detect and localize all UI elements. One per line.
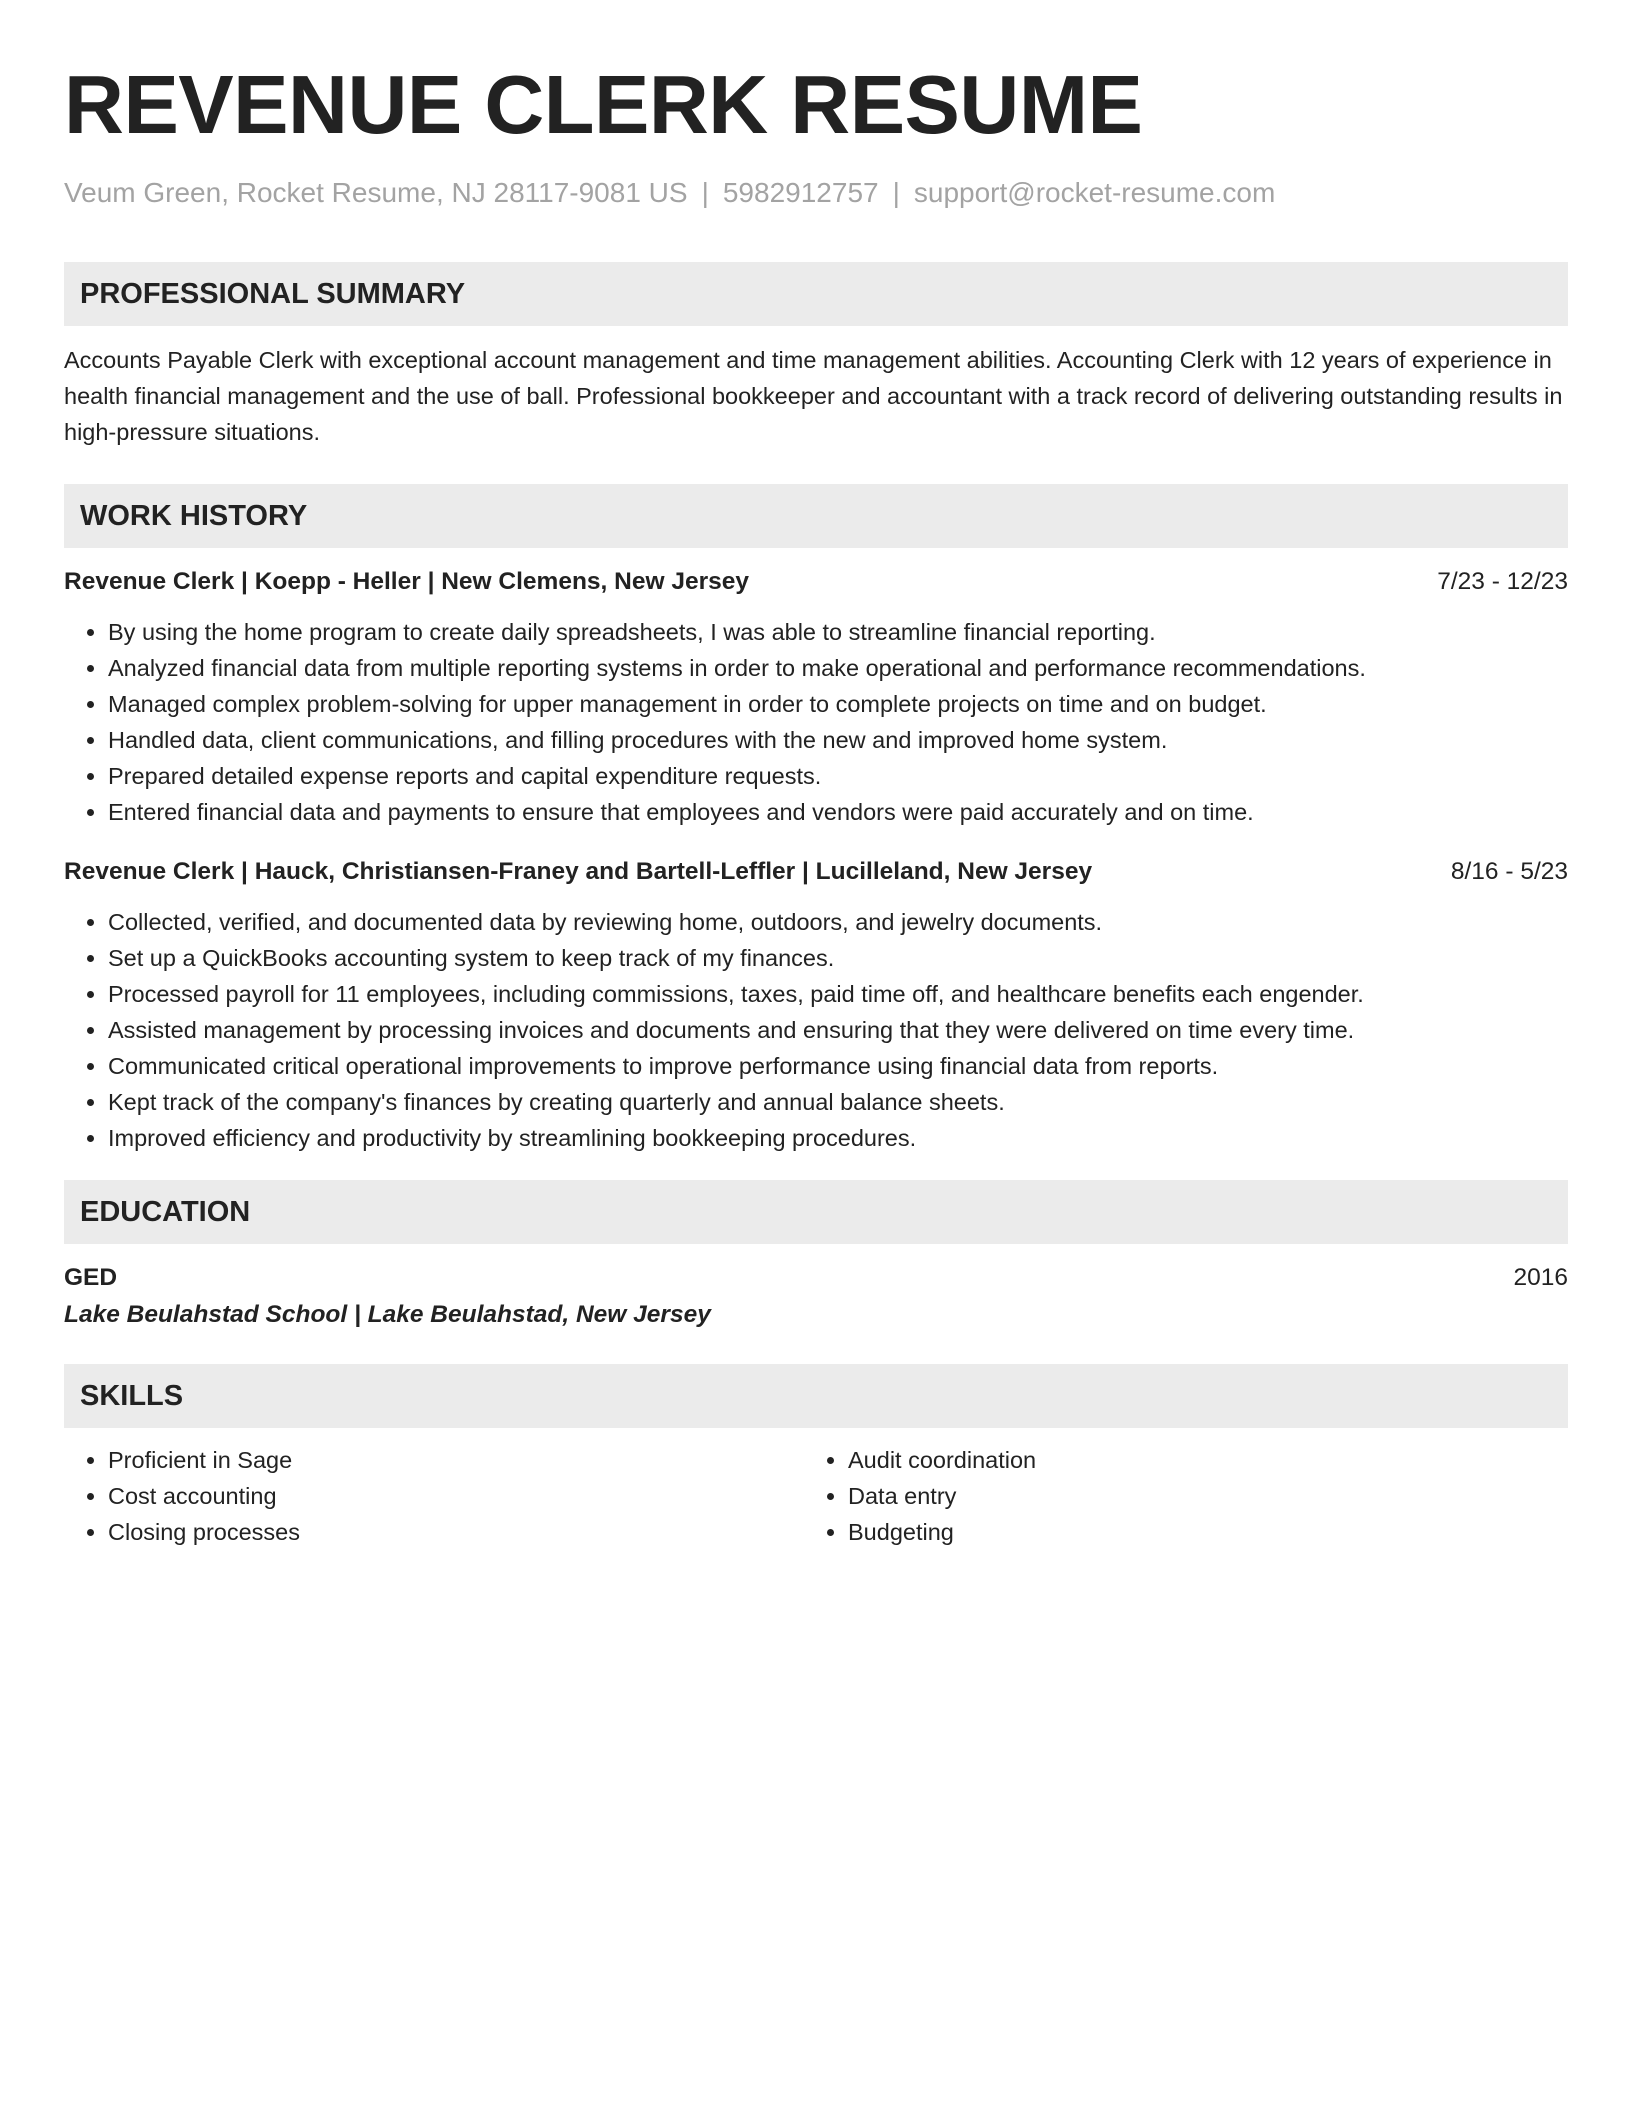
job-dates: 7/23 - 12/23 bbox=[1437, 568, 1568, 595]
job-bullet: • By using the home program to create daily spreadsheets, I was able to streamline financial reporting. bbox=[108, 614, 1568, 650]
job-bullet: • Communicated critical operational improvements to improve performance using financial data from reports. bbox=[108, 1048, 1568, 1084]
job-dates: 8/16 - 5/23 bbox=[1450, 858, 1568, 885]
contact-email: support@rocket-resume.com bbox=[913, 177, 1276, 208]
skill-item: • Closing processes bbox=[108, 1514, 804, 1550]
education-year: 2016 bbox=[1513, 1264, 1568, 1291]
summary-text: Accounts Payable Clerk with exceptional account management and time management abilities. Accounting Clerk with 12 years of experience in health financial management and the use of ball. Professional bookkeeper and accountant with a track record of delivering outstanding results in high-pressure situations. bbox=[64, 347, 1563, 445]
job-bullet: • Managed complex problem-solving for upper management in order to complete projects on time and on budget. bbox=[108, 686, 1568, 722]
job-bullet-list bbox=[64, 904, 1568, 1156]
work-history-heading: WORK HISTORY bbox=[64, 484, 1568, 548]
summary-heading: PROFESSIONAL SUMMARY bbox=[64, 262, 1568, 326]
job-bullet: • Set up a QuickBooks accounting system to keep track of my finances. bbox=[108, 940, 1568, 976]
job-bullet: • Entered financial data and payments to ensure that employees and vendors were paid accurately and on time. bbox=[108, 794, 1568, 830]
skill-item: • Budgeting bbox=[848, 1514, 1544, 1550]
contact-separator: | bbox=[892, 177, 900, 208]
skill-item: • Data entry bbox=[848, 1478, 1544, 1514]
contact-separator: | bbox=[701, 177, 709, 208]
job-bullet: • Assisted management by processing invoices and documents and ensuring that they were delivered on time every time. bbox=[108, 1012, 1568, 1048]
job-heading bbox=[64, 854, 1568, 890]
job-bullet: • Processed payroll for 11 employees, including commissions, taxes, paid time off, and healthcare benefits each engender. bbox=[108, 976, 1568, 1012]
skill-item: • Proficient in Sage bbox=[108, 1442, 804, 1478]
education-heading: EDUCATION bbox=[64, 1180, 1568, 1244]
skill-item: • Cost accounting bbox=[108, 1478, 804, 1514]
job-bullet: • Prepared detailed expense reports and capital expenditure requests. bbox=[108, 758, 1568, 794]
job-bullet: • Analyzed financial data from multiple reporting systems in order to make operational and performance recommendations. bbox=[108, 650, 1568, 686]
job-bullet: • Improved efficiency and productivity by streamlining bookkeeping procedures. bbox=[108, 1120, 1568, 1156]
job-bullet: • Kept track of the company's finances by creating quarterly and annual balance sheets. bbox=[108, 1084, 1568, 1120]
contact-line bbox=[64, 176, 1568, 210]
contact-address: Veum Green, Rocket Resume, NJ 28117-9081 US bbox=[64, 177, 688, 208]
job-title: Revenue Clerk | Hauck, Christiansen-Franey and Bartell-Leffler | Lucilleland, New Jersey bbox=[64, 858, 1093, 885]
contact-phone: 5982912757 bbox=[722, 177, 879, 208]
job-bullet-list bbox=[64, 614, 1568, 830]
job-bullet: • Collected, verified, and documented data by reviewing home, outdoors, and jewelry documents. bbox=[108, 904, 1568, 940]
resume-title: REVENUE CLERK RESUME bbox=[64, 58, 1143, 151]
job-heading bbox=[64, 564, 1568, 600]
resume-page bbox=[64, 0, 1568, 1550]
skills-heading: SKILLS bbox=[64, 1364, 1568, 1428]
skills-column bbox=[804, 1442, 1544, 1550]
education-school: Lake Beulahstad School | Lake Beulahstad, New Jersey bbox=[64, 1301, 711, 1328]
job-title: Revenue Clerk | Koepp - Heller | New Clemens, New Jersey bbox=[64, 568, 750, 595]
education-degree: GED bbox=[64, 1264, 118, 1291]
skills-list bbox=[64, 1442, 1568, 1550]
job-bullet: • Handled data, client communications, and filling procedures with the new and improved home system. bbox=[108, 722, 1568, 758]
education-entry bbox=[64, 1260, 1568, 1296]
skill-item: • Audit coordination bbox=[848, 1442, 1544, 1478]
skills-column bbox=[64, 1442, 804, 1550]
